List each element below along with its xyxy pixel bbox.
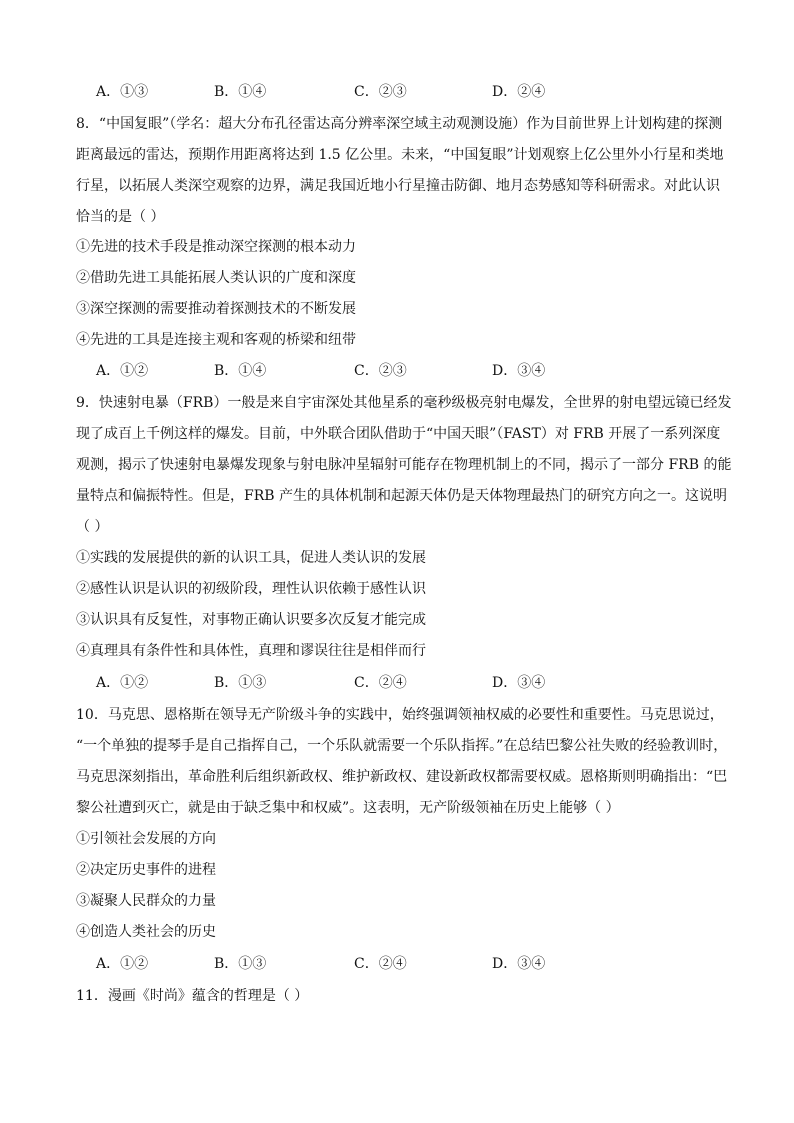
q10-statement-1: ①引领社会发展的方向 — [76, 831, 216, 847]
q9-statement-2: ②感性认识是认识的初级阶段，理性认识依赖于感性认识 — [76, 581, 426, 597]
q9-option-a[interactable]: A．①② — [96, 675, 149, 691]
q8-option-a[interactable]: A．①② — [96, 363, 149, 379]
q7-option-b[interactable]: B．①④ — [214, 84, 267, 100]
q9-stem-line: 观测，揭示了快速射电暴爆发现象与射电脉冲星辐射可能存在物理机制上的不同，揭示了一部分 FRB 的能 — [76, 457, 732, 473]
q10-statement-4: ④创造人类社会的历史 — [76, 924, 216, 940]
q10-option-c[interactable]: C．②④ — [354, 956, 407, 972]
q8-statement-3: ③深空探测的需要推动着探测技术的不断发展 — [76, 301, 356, 317]
q10-option-a[interactable]: A．①② — [96, 956, 149, 972]
q9-option-d[interactable]: D．③④ — [492, 675, 546, 691]
q9-stem-line: （ ） — [76, 519, 109, 535]
q8-option-c[interactable]: C．②③ — [354, 363, 407, 379]
q9-stem-line: 9．快速射电暴（FRB）一般是来自宇宙深处其他星系的毫秒级极亮射电爆发，全世界的射电望远镜已经发 — [76, 395, 732, 411]
q8-stem-line: 恰当的是（ ） — [76, 209, 165, 225]
q9-statement-1: ①实践的发展提供的新的认识工具，促进人类认识的发展 — [76, 550, 426, 566]
q8-option-d[interactable]: D．③④ — [492, 363, 546, 379]
q7-option-d[interactable]: D．②④ — [492, 84, 546, 100]
q8-stem-line: 8．“中国复眼”（学名：超大分布孔径雷达高分辨率深空域主动观测设施）作为目前世界上计划构建的探测 — [76, 116, 723, 132]
q10-stem-line: 马克思深刻指出，革命胜利后组织新政权、维护新政权、建设新政权都需要权威。恩格斯则明确指出：“巴 — [76, 769, 728, 785]
q10-stem-line: 10．马克思、恩格斯在领导无产阶级斗争的实践中，始终强调领袖权威的必要性和重要性。马克思说过， — [76, 707, 724, 723]
q9-options — [96, 673, 716, 693]
q7-option-a[interactable]: A．①③ — [96, 84, 149, 100]
q10-option-b[interactable]: B．①③ — [214, 956, 267, 972]
q8-statement-1: ①先进的技术手段是推动深空探测的根本动力 — [76, 239, 356, 255]
q10-stem-line: 黎公社遭到灭亡，就是由于缺乏集中和权威”。这表明，无产阶级领袖在历史上能够（ ） — [76, 800, 620, 816]
q8-options — [96, 361, 716, 381]
q8-stem-line: 行星，以拓展人类深空观察的边界，满足我国近地小行星撞击防御、地月态势感知等科研需求。对此认识 — [76, 178, 720, 194]
q10-statement-3: ③凝聚人民群众的力量 — [76, 893, 216, 909]
q9-stem-line: 量特点和偏振特性。但是，FRB 产生的具体机制和起源天体仍是天体物理最热门的研究方向之一。这说明 — [76, 488, 727, 504]
q10-stem-line: “一个单独的提琴手是自己指挥自己，一个乐队就需要一个乐队指挥。”在总结巴黎公社失败的经验教训时， — [76, 738, 728, 754]
q9-option-b[interactable]: B．①③ — [214, 675, 267, 691]
q8-option-b[interactable]: B．①④ — [214, 363, 267, 379]
q9-statement-4: ④真理具有条件性和具体性，真理和谬误往往是相伴而行 — [76, 643, 426, 659]
q9-option-c[interactable]: C．②④ — [354, 675, 407, 691]
q10-statement-2: ②决定历史事件的进程 — [76, 862, 216, 878]
q11-stem-line: 11．漫画《时尚》蕴含的哲理是（ ） — [76, 988, 309, 1004]
q7-options — [96, 82, 716, 102]
q8-statement-4: ④先进的工具是连接主观和客观的桥梁和纽带 — [76, 332, 356, 348]
q10-option-d[interactable]: D．③④ — [492, 956, 546, 972]
q8-statement-2: ②借助先进工具能拓展人类认识的广度和深度 — [76, 270, 356, 286]
q7-option-c[interactable]: C．②③ — [354, 84, 407, 100]
q9-stem-line: 现了成百上千例这样的爆发。目前，中外联合团队借助于“中国天眼”（FAST）对 FRB 开展了一系列深度 — [76, 426, 721, 442]
q9-statement-3: ③认识具有反复性，对事物正确认识要多次反复才能完成 — [76, 612, 426, 628]
q8-stem-line: 距离最远的雷达，预期作用距离将达到 1.5 亿公里。未来，“中国复眼”计划观察上亿公里外小行星和类地 — [76, 147, 724, 163]
q10-options — [96, 954, 716, 974]
